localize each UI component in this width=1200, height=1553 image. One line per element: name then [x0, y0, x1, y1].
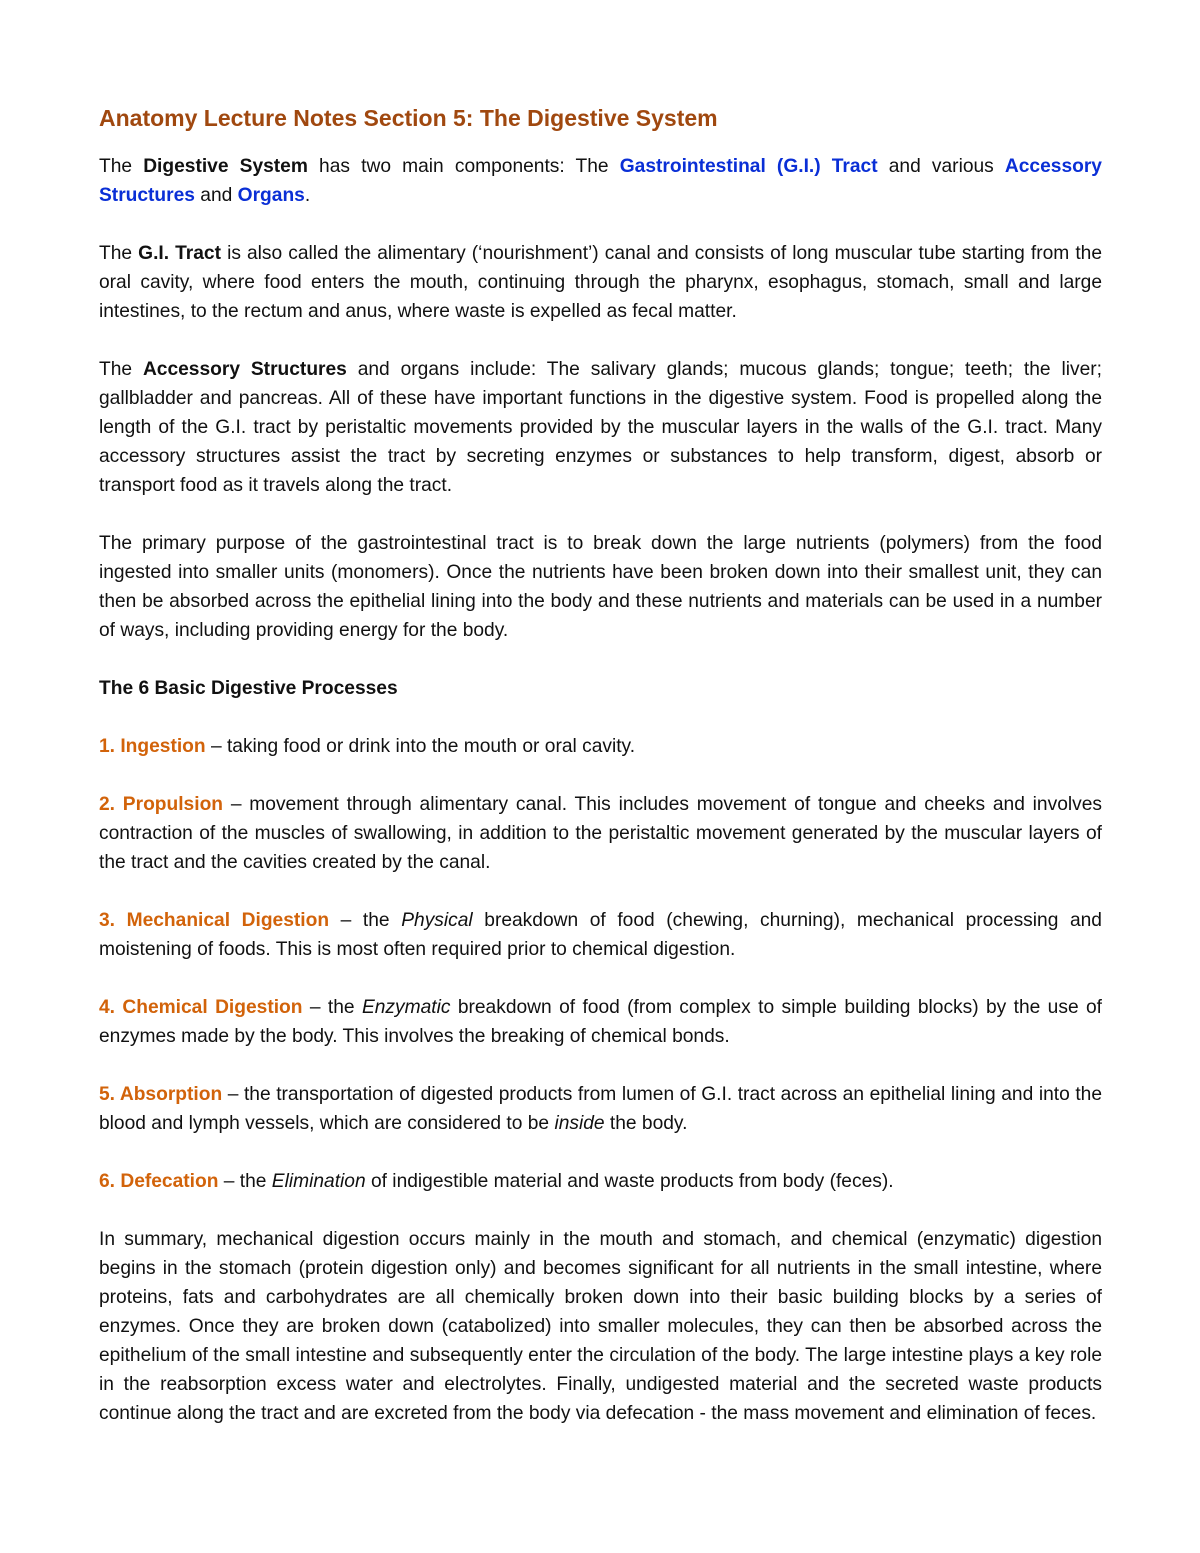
text-run: and organs include: The salivary glands; mucous glands; tongue; teeth; the liver; gallbladder and pancreas. All of these have important functions in the digestive system. Food is propelled along the length of the G.I. tract by peristaltic movements provided by the muscular layers in the walls of the G.I. tract. Many accessory structures assist the tract by secreting enzymes or substances to help transform, digest, absorb or transport food as it travels along the tract. [99, 359, 1102, 496]
purpose-paragraph: The primary purpose of the gastrointestinal tract is to break down the large nutrients (polymers) from the food ingested into smaller units (monomers). Once the nutrients have been broken down into their smallest unit, they can then be absorbed across the epithelial lining into the body and these nutrients and materials can be used in a number of ways, including providing energy for the body. [99, 533, 1102, 641]
process-text [99, 906, 1102, 964]
text-run: is also called the alimentary (‘nourishment’) canal and consists of long muscular tube starting from the oral cavity, where food enters the mouth, continuing through the pharynx, esophagus, stomach, small and large intestines, to the rectum and anus, where waste is expelled as fecal matter. [99, 243, 1103, 322]
process-label: 1. Ingestion [99, 736, 206, 757]
term-accessory-structures: Accessory Structures [99, 156, 1102, 206]
process-emphasis: inside [554, 1113, 605, 1134]
process-text [99, 993, 1102, 1051]
processes-heading: The 6 Basic Digestive Processes [99, 678, 398, 699]
term-digestive-system: Digestive System [143, 156, 308, 177]
text-run: and various [877, 156, 1005, 177]
accessory-paragraph [99, 355, 1102, 500]
page-title: Anatomy Lecture Notes Section 5: The Digestive System [99, 105, 718, 131]
process-label: 2. Propulsion [99, 794, 224, 815]
process-desc: – movement through alimentary canal. This includes movement of tongue and cheeks and involves contraction of the muscles of swallowing, in addition to the peristaltic movement generated by the muscular layers of the tract and the cavities created by the canal. [99, 794, 1102, 873]
process-item [99, 1080, 1102, 1138]
process-label: 5. Absorption [99, 1084, 223, 1105]
process-item [99, 906, 1102, 964]
process-emphasis: Elimination [271, 1171, 366, 1192]
gi-tract-paragraph [99, 239, 1102, 326]
process-desc: – the [218, 1171, 272, 1192]
document-page [99, 100, 1102, 1457]
process-item [99, 1167, 1102, 1196]
process-emphasis: Enzymatic [361, 997, 451, 1018]
process-item [99, 993, 1102, 1051]
text-run: The [99, 156, 144, 177]
process-text [99, 1167, 1102, 1196]
process-desc: – taking food or drink into the mouth or oral cavity. [205, 736, 636, 757]
process-desc: – the transportation of digested products from lumen of G.I. tract across an epithelial lining and into the blood and lymph vessels, which are considered to be [99, 1084, 1102, 1134]
summary-paragraph: In summary, mechanical digestion occurs mainly in the mouth and stomach, and chemical (enzymatic) digestion begins in the stomach (protein digestion only) and becomes significant for all nutrients in the small intestine, where proteins, fats and carbohydrates are all chemically broken down into their basic building blocks by a series of enzymes. Once they are broken down (catabolized) into smaller molecules, they can then be absorbed across the epithelium of the small intestine and subsequently enter the circulation of the body. The large intestine plays a key role in the reabsorption excess water and electrolytes. Finally, undigested material and the secreted waste products continue along the tract and are excreted from the body via defecation - the mass movement and elimination of feces. [99, 1229, 1102, 1424]
term-accessory-bold: Accessory Structures [142, 359, 347, 380]
process-item [99, 790, 1102, 877]
process-text [99, 732, 1102, 761]
process-list [99, 732, 1102, 1196]
process-text [99, 1080, 1102, 1138]
term-organs: Organs [237, 185, 305, 206]
text-run: has two main components: The [307, 156, 620, 177]
process-desc-end: breakdown of food (chewing, churning), mechanical processing and moistening of foods. This is most often required prior to chemical digestion. [99, 910, 1102, 960]
process-desc-end: the body. [604, 1113, 688, 1134]
term-gi-tract: Gastrointestinal (G.I.) Tract [619, 156, 878, 177]
process-item [99, 732, 1102, 761]
process-desc: – the [302, 997, 362, 1018]
process-label: 4. Chemical Digestion [99, 997, 303, 1018]
process-desc-end: of indigestible material and waste products from body (feces). [365, 1171, 894, 1192]
text-run: and [194, 185, 238, 206]
process-label: 6. Defecation [99, 1171, 219, 1192]
intro-paragraph [99, 152, 1102, 210]
process-text [99, 790, 1102, 877]
process-desc: – the [329, 910, 402, 931]
text-run: The [99, 359, 143, 380]
term-gi-tract-bold: G.I. Tract [138, 243, 221, 264]
process-label: 3. Mechanical Digestion [99, 910, 330, 931]
text-run: The [99, 243, 139, 264]
process-desc-end: breakdown of food (from complex to simple building blocks) by the use of enzymes made by the body. This involves the breaking of chemical bonds. [99, 997, 1102, 1047]
text-run: . [304, 185, 311, 206]
process-emphasis: Physical [401, 910, 473, 931]
